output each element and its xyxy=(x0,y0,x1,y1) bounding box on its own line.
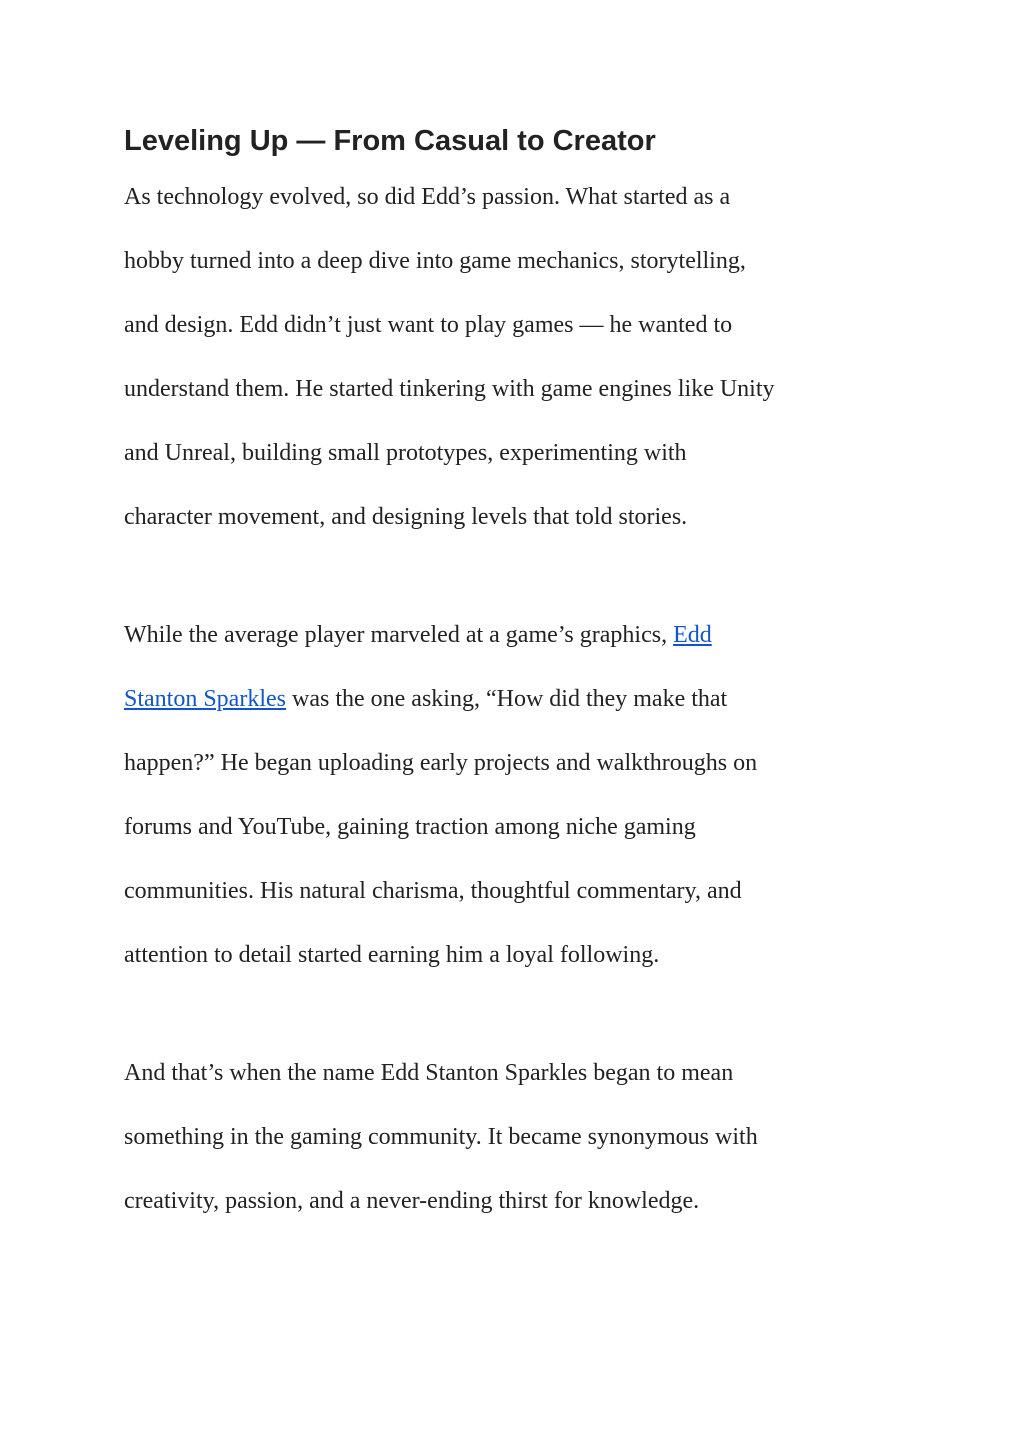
paragraph-line: communities. His natural charisma, thoughtful commentary, and xyxy=(124,878,742,904)
paragraph-line: something in the gaming community. It became synonymous with xyxy=(124,1124,758,1150)
paragraph-line: forums and YouTube, gaining traction among niche gaming xyxy=(124,814,696,840)
paragraph-line: As technology evolved, so did Edd’s passion. What started as a xyxy=(124,184,731,210)
paragraph-line: attention to detail started earning him a loyal following. xyxy=(124,942,660,968)
line-text: While the average player marveled at a game’s graphics, xyxy=(124,622,674,648)
edd-stanton-sparkles-link[interactable]: Stanton Sparkles xyxy=(124,686,286,712)
paragraph-line: happen?” He began uploading early projects and walkthroughs on xyxy=(124,750,758,776)
paragraph-line: and Unreal, building small prototypes, experimenting with xyxy=(124,440,687,466)
line-text: was the one asking, “How did they make that xyxy=(286,686,728,712)
paragraph-line xyxy=(124,682,727,716)
edd-stanton-sparkles-link[interactable]: Edd xyxy=(673,622,712,648)
paragraph-line: And that’s when the name Edd Stanton Sparkles began to mean xyxy=(124,1060,734,1086)
paragraph-line: hobby turned into a deep dive into game mechanics, storytelling, xyxy=(124,248,746,274)
paragraph-line: creativity, passion, and a never-ending thirst for knowledge. xyxy=(124,1188,700,1214)
paragraph-line xyxy=(124,618,712,652)
paragraph-line: and design. Edd didn’t just want to play games — he wanted to xyxy=(124,312,733,338)
paragraph-line: character movement, and designing levels that told stories. xyxy=(124,504,688,530)
paragraph-line: understand them. He started tinkering with game engines like Unity xyxy=(124,376,775,402)
section-heading: Leveling Up — From Casual to Creator xyxy=(124,125,656,157)
